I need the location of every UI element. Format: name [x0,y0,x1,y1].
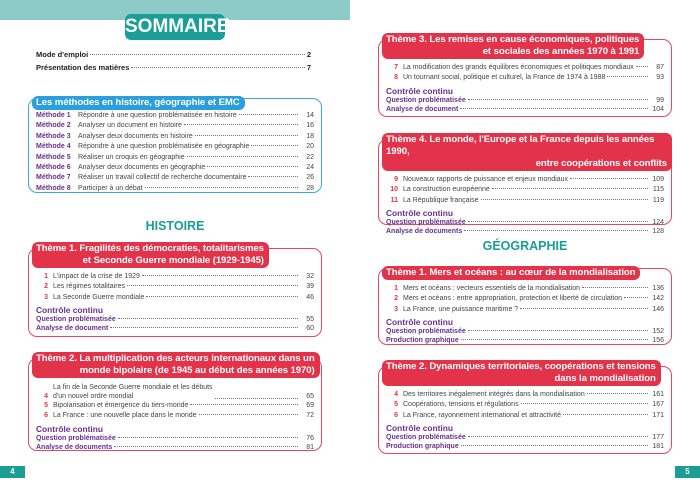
controle-page: 152 [652,328,664,336]
chapter-text: La France, rayonnement international et attractivité [403,411,561,419]
leader-dots [118,437,298,438]
controle-page: 104 [652,106,664,114]
chapter-number: 3 [44,293,48,301]
title-line: et Seconde Guerre mondiale (1929-1945) [82,255,264,266]
chapter-list [32,378,322,452]
page-title: SOMMAIRE [125,14,225,40]
method-label: Méthode 8 [36,184,71,192]
title-line: dans la mondialisation [554,373,656,384]
controle-text: Question problématisée [36,434,116,442]
leader-dots [607,76,648,77]
leader-dots [481,199,649,200]
controle-page: 99 [656,96,664,104]
leader-dots [207,166,298,167]
chapter-text: La Seconde Guerre mondiale [53,293,145,301]
leader-dots [114,446,298,447]
chapter-number: 3 [394,305,398,313]
chapter-text [53,384,213,401]
chapter-entry[interactable] [36,293,314,303]
leader-dots [248,176,298,177]
controle-heading: Contrôle continu [386,423,453,434]
controle-page: 177 [652,434,664,442]
chapter-number: 1 [394,285,398,292]
title-line: Thème 4. Le monde, l'Europe et la France depuis les années 1990, [386,134,655,157]
leader-dots [146,296,298,297]
chapter-entry[interactable] [36,411,314,421]
chapter-text: La France : une nouvelle place dans le monde [53,412,197,420]
chapter-page: 93 [656,74,664,82]
theme-title [382,133,672,171]
entry-text: Présentation des matières [36,63,130,72]
method-entry[interactable] [36,111,314,121]
toc-entry-mode-emploi[interactable] [36,50,311,59]
chapter-number: 9 [394,176,398,183]
leader-dots [145,187,298,188]
chapter-text: Mers et océans : vecteurs essentiels de la mondialisation [403,285,581,292]
leader-dots [110,327,298,328]
theme-card [32,352,322,451]
chapter-list [32,268,322,334]
chapter-text: La construction européenne [403,186,490,194]
chapter-text: La République française [403,196,479,204]
method-entry[interactable] [36,121,314,131]
theme-title [382,33,644,59]
leader-dots [251,145,298,146]
chapter-entry[interactable] [386,63,664,73]
theme-card [382,133,672,236]
chapter-page: 69 [306,402,314,409]
chapter-number: 10 [390,186,398,194]
title-line: Thème 1. Mers et océans : au cœur de la mondialisation [386,267,636,278]
title-line: entre coopérations et conflits [535,158,667,169]
chapter-number: 2 [44,283,48,291]
leader-dots [187,156,298,157]
theme-card [32,242,322,337]
chapter-number: 11 [390,196,398,204]
leader-dots [127,285,298,286]
method-entry[interactable] [36,184,314,194]
chapter-text: Les régimes totalitaires [53,283,125,291]
theme-card [382,360,672,454]
method-entry[interactable] [36,153,314,163]
leader-dots [582,287,648,288]
method-text: Réaliser un croquis en géographie [78,153,185,161]
controle-entry[interactable] [36,315,314,324]
chapter-page: 39 [306,283,314,291]
chapter-number: 7 [394,64,398,71]
entry-page: 2 [306,50,311,59]
toc-entry-presentation[interactable] [36,63,311,72]
leader-dots [570,178,648,179]
title-line: Thème 1. Fragilités des démocraties, totalitarismes [36,243,264,254]
method-page: 24 [306,163,314,171]
chapter-entry[interactable] [36,272,314,282]
method-label: Méthode 6 [36,163,71,171]
controle-text: Analyse de document [386,106,459,114]
method-label: Méthode 7 [36,174,71,182]
chapter-entry[interactable] [386,294,664,304]
leader-dots [468,436,648,437]
chapter-entry[interactable] [386,175,664,185]
method-page: 26 [306,174,314,182]
leader-dots [142,275,298,276]
method-label: Méthode 5 [36,153,71,161]
controle-text: Question problématisée [386,328,466,336]
controle-page: 76 [306,434,314,442]
chapter-page: 115 [652,186,664,194]
leader-dots [184,124,298,125]
controle-text: Analyse de documents [36,444,113,452]
method-text: Analyser deux documents en histoire [78,132,193,140]
controle-entry[interactable] [386,327,664,336]
controle-page: 128 [652,228,664,236]
controle-page: 55 [306,316,314,324]
method-page: 14 [306,112,314,119]
method-text: Analyser un document en histoire [78,122,182,130]
controle-text: Analyse de documents [386,228,463,236]
chapter-page: 171 [652,411,664,419]
chapter-page: 161 [652,391,664,398]
chapter-entry[interactable] [36,401,314,411]
controle-entry[interactable] [386,96,664,105]
leader-dots [190,404,298,405]
method-text: Analyser deux documents en géographie [78,163,206,171]
entry-page: 7 [306,63,311,72]
title-line: monde bipolaire (de 1945 au début des années 1970) [79,365,315,376]
chapter-list [382,59,672,114]
controle-page: 60 [306,325,314,333]
section-heading-histoire: HISTOIRE [145,219,205,233]
chapter-page: 119 [652,196,664,204]
controle-heading: Contrôle continu [36,423,103,434]
chapter-entry[interactable] [386,400,664,410]
leader-dots [131,67,304,68]
controle-entry[interactable] [386,227,664,236]
chapter-number: 4 [394,391,398,398]
chapter-entry[interactable] [386,196,664,206]
method-page: 16 [306,122,314,130]
controle-page: 124 [652,219,664,227]
chapter-text: Des territoires inégalement intégrés dans la mondialisation [403,391,585,398]
chapter-page: 32 [306,273,314,280]
method-label: Méthode 1 [36,112,71,119]
leader-dots [587,393,648,394]
chapter-page: 109 [652,176,664,183]
leader-dots [195,135,298,136]
controle-entry[interactable] [386,336,664,345]
methods-card [32,92,322,193]
chapter-number: 4 [44,392,48,400]
chapter-text: La France, une puissance maritime ? [403,305,519,313]
chapter-entry[interactable] [386,305,664,315]
chapter-text: Coopérations, tensions et régulations [403,401,519,409]
controle-text: Production graphique [386,337,459,345]
chapter-entry[interactable] [36,282,314,292]
chapter-page: 65 [306,392,314,400]
chapter-number: 1 [44,273,48,280]
chapter-list [382,280,672,346]
controle-heading: Contrôle continu [36,305,103,316]
title-line: Thème 2. La multiplication des acteurs internationaux dans un [36,353,315,364]
method-page: 20 [306,143,314,151]
leader-dots [199,414,298,415]
method-text: Répondre à une question problématisée en histoire [78,112,237,119]
leader-dots [468,221,648,222]
title-line: Les méthodes en histoire, géographie et EMC [36,97,240,108]
title-line: et sociales des années 1970 à 1991 [482,46,640,57]
method-text: Réaliser un travail collectif de recherche documentaire [78,174,247,182]
method-text: Participer à un débat [78,184,143,192]
chapter-entry[interactable] [36,382,314,401]
leader-dots [468,330,648,331]
method-entry[interactable] [36,173,314,183]
controle-entry[interactable] [36,443,314,452]
chapter-number: 5 [394,401,398,409]
leader-dots [90,54,305,55]
chapter-text: Un tournant social, politique et culturel, la France de 1974 à 1988 [403,74,606,82]
title-line: Thème 3. Les remises en cause économiques, politiques [386,34,640,45]
chapter-entry[interactable] [386,185,664,195]
chapter-text: Nouveaux rapports de puissance et enjeux mondiaux [403,176,568,183]
controle-heading: Contrôle continu [386,85,453,96]
chapter-number: 2 [394,295,398,303]
theme-title [382,360,661,386]
leader-dots [521,403,648,404]
chapter-text: La modification des grands équilibres économiques et politiques mondiaux [403,64,634,71]
chapter-entry[interactable] [386,411,664,421]
controle-entry[interactable] [386,218,664,227]
controle-heading: Contrôle continu [386,208,453,219]
methods-title [32,96,245,110]
leader-dots [461,445,648,446]
chapter-text-line1: La fin de la Seconde Guerre mondiale et les débuts [53,384,213,391]
leader-dots [239,114,298,115]
leader-dots [460,108,648,109]
chapter-entry[interactable] [386,390,664,400]
method-label: Méthode 2 [36,122,71,130]
chapter-page: 87 [656,64,664,71]
chapter-number: 6 [44,412,48,420]
chapter-number: 5 [44,402,48,409]
chapter-list [382,386,672,452]
controle-text: Question problématisée [386,219,466,227]
methods-list [32,110,322,194]
leader-dots [461,339,648,340]
method-page: 22 [306,153,314,161]
method-entry[interactable] [36,132,314,142]
page-number-right: 5 [675,466,700,478]
controle-text: Analyse de document [36,325,109,333]
controle-entry[interactable] [386,105,664,114]
title-line: Thème 2. Dynamiques territoriales, coopérations et tensions [386,361,656,372]
controle-page: 81 [306,444,314,452]
chapter-page: 146 [652,305,664,313]
method-entry[interactable] [36,142,314,152]
controle-entry[interactable] [386,442,664,451]
controle-entry[interactable] [36,324,314,333]
chapter-number: 6 [394,411,398,419]
chapter-text-line2: d'un nouvel ordre mondial [53,392,134,400]
controle-entry[interactable] [36,434,314,443]
leader-dots [468,99,648,100]
theme-title [382,266,640,280]
controle-text: Production graphique [386,443,459,451]
method-label: Méthode 3 [36,132,71,140]
controle-entry[interactable] [386,433,664,442]
theme-title [32,242,269,268]
theme-card [382,33,672,117]
controle-text: Question problématisée [36,316,116,324]
method-page: 18 [306,132,314,140]
chapter-page: 136 [652,285,664,292]
chapter-page: 72 [306,412,314,420]
chapter-list [382,171,672,237]
leader-dots [215,398,298,399]
theme-title [32,352,320,378]
theme-card [382,262,672,345]
section-heading-geographie: GÉOGRAPHIE [482,239,568,253]
method-text: Répondre à une question problématisée en géographie [78,143,250,151]
controle-page: 156 [652,337,664,345]
method-entry[interactable] [36,163,314,173]
method-page: 28 [306,184,314,192]
leader-dots [520,308,648,309]
leader-dots [464,230,648,231]
leader-dots [563,414,648,415]
chapter-text: L'impact de la crise de 1929 [53,273,140,280]
controle-text: Question problématisée [386,96,466,104]
chapter-page: 46 [306,293,314,301]
leader-dots [636,66,648,67]
method-label: Méthode 4 [36,143,71,151]
controle-text: Question problématisée [386,434,466,442]
chapter-text: Mers et océans : entre appropriation, protection et liberté de circulation [403,295,623,303]
page-number-left: 4 [0,466,25,478]
chapter-entry[interactable] [386,73,664,83]
leader-dots [118,318,298,319]
chapter-number: 8 [394,74,398,82]
chapter-text: Bipolarisation et émergence du tiers-monde [53,402,189,409]
controle-page: 181 [652,443,664,451]
leader-dots [624,297,648,298]
entry-text: Mode d'emploi [36,50,89,59]
leader-dots [492,188,648,189]
chapter-page: 142 [652,295,664,303]
chapter-entry[interactable] [386,284,664,294]
controle-heading: Contrôle continu [386,317,453,328]
chapter-page: 167 [652,401,664,409]
